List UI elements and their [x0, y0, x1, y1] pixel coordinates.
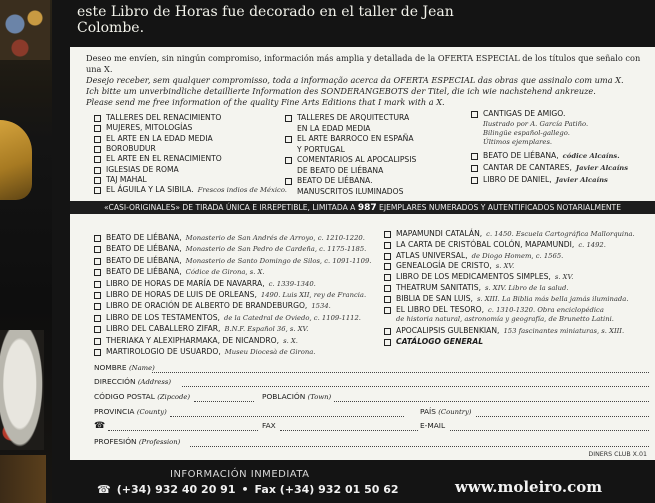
checkbox[interactable] — [94, 258, 101, 265]
checkbox[interactable] — [285, 136, 292, 143]
checkbox[interactable] — [94, 146, 101, 153]
checkbox[interactable] — [285, 178, 292, 185]
item-title: BEATO DE LIÉBANA, — [483, 151, 559, 160]
checkbox[interactable] — [94, 125, 101, 132]
email-field[interactable] — [450, 430, 649, 431]
item-title: BOROBUDUR — [106, 143, 156, 153]
facsimile-item[interactable] — [384, 283, 568, 294]
facsimile-item[interactable] — [94, 244, 366, 255]
form-row-name — [94, 363, 649, 375]
info-label: INFORMACIÓN INMEDIATA — [170, 469, 310, 480]
offer-item-cont: MANUSCRITOS ILUMINADOS — [297, 186, 404, 196]
contact-line — [97, 483, 399, 496]
miniature-image-top — [0, 0, 50, 60]
item-note: de Diogo Homem, c. 1565. — [471, 251, 564, 260]
offer-item[interactable] — [471, 151, 620, 162]
checkbox[interactable] — [384, 274, 391, 281]
address-field[interactable] — [182, 386, 649, 387]
item-title: LIBRO DE HORAS DE MARÍA DE NAVARRA, — [106, 278, 265, 288]
facsimile-item[interactable] — [94, 290, 366, 301]
fax-field[interactable] — [280, 430, 418, 431]
checkbox[interactable] — [384, 285, 391, 292]
facsimile-list-left — [94, 233, 394, 359]
item-title: BIBLIA DE SAN LUIS, — [396, 293, 473, 303]
address-label-alt: (Address) — [137, 378, 172, 386]
facsimile-item[interactable] — [94, 347, 315, 358]
checkbox[interactable] — [285, 115, 292, 122]
item-title: TALLERES DE ARQUITECTURA — [297, 113, 410, 122]
item-title: MUJERES, MITOLOGÍAS — [106, 123, 193, 133]
profession-field[interactable] — [190, 446, 649, 447]
item-title: EL ARTE EN EL RENACIMIENTO — [106, 154, 222, 164]
zipcode-field[interactable] — [194, 401, 254, 402]
facsimile-item[interactable] — [94, 313, 361, 324]
offer-item[interactable] — [471, 163, 628, 174]
offer-item[interactable] — [285, 155, 416, 166]
checkbox[interactable] — [94, 156, 101, 163]
offer-item[interactable] — [94, 154, 222, 165]
town-label: POBLACIÓN — [262, 392, 306, 401]
checkbox[interactable] — [94, 115, 101, 122]
item-note: s. X. — [283, 336, 298, 345]
item-title: TAJ MAHAL — [106, 174, 147, 184]
offer-item-cont: DE BEATO DE LIÉBANA — [297, 165, 384, 175]
item-note: de la Catedral de Oviedo, c. 1109-1112. — [223, 313, 361, 322]
catalog-item[interactable] — [384, 337, 483, 348]
item-title: BEATO DE LIÉBANA. — [297, 176, 373, 185]
email-label: E-MAIL — [420, 421, 446, 430]
checkbox[interactable] — [94, 177, 101, 184]
banner-text-pre: «CASI-ORIGINALES» DE TIRADA ÚNICA E IRREPETIBLE, LIMITADA A — [104, 203, 356, 212]
checkbox[interactable] — [471, 111, 478, 118]
facsimile-item[interactable] — [384, 305, 604, 316]
phone-number[interactable]: (+34) 932 40 20 91 — [116, 483, 236, 496]
item-note: s. XIII. La Biblia más bella jamás iluminada. — [476, 294, 629, 303]
bullet: • — [241, 483, 249, 496]
checkbox[interactable] — [94, 167, 101, 174]
zipcode-label: CÓDIGO POSTAL — [94, 392, 155, 401]
item-title: BEATO DE LIÉBANA, — [106, 267, 182, 277]
item-note: Museu Diocesà de Girona. — [224, 348, 316, 356]
facsimile-item[interactable] — [94, 256, 371, 267]
item-title: LIBRO DE LOS MEDICAMENTOS SIMPLES, — [396, 272, 551, 282]
item-title: LA CARTA DE CRISTÓBAL COLÓN, MAPAMUNDI, — [396, 239, 575, 249]
facsimile-item[interactable] — [384, 272, 573, 283]
item-title: COMENTARIOS AL APOCALIPSIS — [297, 155, 417, 164]
facsimile-item-cont: de historia natural, astronomía y geografía, de Brunetto Latini. — [396, 315, 614, 324]
item-title: CANTIGAS DE AMIGO. — [483, 109, 566, 118]
checkbox[interactable] — [94, 187, 101, 194]
item-note: códice Alcaíns. — [562, 152, 620, 160]
item-title: MAPAMUNDI CATALÁN, — [396, 229, 483, 238]
item-note: s. XV. — [495, 262, 515, 271]
form-row-contact — [94, 421, 649, 433]
offer-item[interactable] — [285, 176, 373, 187]
profession-label-alt: (Profession) — [138, 438, 181, 446]
facsimile-item[interactable] — [94, 267, 265, 278]
checkbox[interactable] — [384, 253, 391, 260]
item-title: THEATRUM SANITATIS, — [396, 283, 482, 292]
offer-item[interactable] — [471, 175, 608, 186]
offer-column-3 — [471, 109, 651, 199]
offer-item-sub: Últimos ejemplares. — [483, 138, 553, 146]
country-field[interactable] — [476, 416, 649, 417]
item-note: c. 1310-1320. Obra enciclopédica — [487, 305, 604, 314]
intro-line-en: Please send me free information of the quality Fine Arts Editions that I mark with a X. — [86, 97, 445, 107]
facsimile-item[interactable] — [94, 336, 298, 347]
form-row-address — [94, 377, 649, 389]
country-label-alt: (Country) — [438, 408, 472, 416]
facsimile-item[interactable] — [384, 240, 606, 251]
item-note: B.N.F. Español 36, s. XV. — [224, 325, 309, 334]
offer-column-2 — [285, 109, 475, 199]
offer-item[interactable] — [285, 113, 409, 124]
item-title: EL ARTE EN LA EDAD MEDIA — [106, 133, 213, 143]
diners-club-code: DINERS CLUB X.01 — [588, 451, 647, 458]
checkbox[interactable] — [384, 296, 391, 303]
banner-count: 987 — [357, 203, 377, 213]
facsimile-item[interactable] — [384, 229, 635, 240]
item-title: LIBRO DE ORACIÓN DE ALBERTO DE BRANDEBURGO, — [106, 301, 308, 311]
checkbox[interactable] — [94, 281, 101, 288]
intro-line-es: Deseo me envíen, sin ningún compromiso, información más amplia y detallada de la OFERTA ESPECIAL de los títulos que señalo con una X. — [86, 53, 641, 74]
item-title: GENEALOGÍA DE CRISTO, — [396, 261, 492, 271]
checkbox[interactable] — [384, 307, 391, 314]
banner-text-post: EJEMPLARES NUMERADOS Y AUTENTIFICADOS NOTARIALMENTE — [379, 203, 621, 212]
name-label: NOMBRE — [94, 363, 127, 372]
item-title: EL ARTE BARROCO EN ESPAÑA — [297, 134, 414, 143]
checkbox[interactable] — [471, 153, 478, 160]
item-note: Monasterio de Santo Domingo de Silos, c. 1091-1109. — [185, 256, 372, 265]
item-note: Códice de Girona, s. X. — [185, 268, 265, 277]
checkbox[interactable] — [384, 231, 391, 238]
offer-item-cont: Y PORTUGAL — [297, 144, 345, 154]
item-title: LIBRO DEL CABALLERO ZIFAR, — [106, 324, 221, 334]
item-note: Monasterio de San Andrés de Arroyo, c. 1210-1220. — [185, 234, 365, 242]
headline-text: este Libro de Horas fue decorado en el taller de Jean Colombe. — [77, 4, 454, 36]
item-title: THERIAKA Y ALEXIPHARMAKA, DE NICANDRO, — [106, 335, 280, 345]
facsimile-item[interactable] — [94, 324, 308, 335]
facsimile-item[interactable] — [94, 233, 365, 244]
telephone-field[interactable] — [108, 430, 258, 431]
checkbox[interactable] — [471, 177, 478, 184]
intro-line-de: Ich bitte um unverbindliche detaillierte Information des SONDERANGEBOTS der Titel, die ich wie nachstehend ankreuze. — [86, 86, 596, 96]
fax-number: Fax (+34) 932 01 50 62 — [254, 483, 399, 496]
item-title: BEATO DE LIÉBANA, — [106, 233, 182, 242]
fax-label: FAX — [262, 421, 276, 430]
facsimile-item[interactable] — [384, 294, 629, 305]
facsimile-list-right — [384, 229, 654, 347]
telephone-icon: ☎ — [94, 421, 106, 431]
item-note: c. 1492. — [578, 240, 606, 249]
item-title: ATLAS UNIVERSAL, — [396, 250, 468, 260]
form-row-county-country — [94, 407, 649, 419]
item-title: LIBRO DE DANIEL, — [483, 175, 552, 184]
checkbox[interactable] — [384, 328, 391, 335]
zipcode-label-alt: (Zipcode) — [157, 393, 191, 401]
offer-item-sub: Bilingüe español-gallego. — [483, 129, 570, 137]
facsimile-item[interactable] — [94, 279, 316, 290]
form-row-profession — [94, 437, 649, 449]
county-field[interactable] — [170, 416, 404, 417]
checkbox[interactable] — [285, 157, 292, 164]
offer-item-sub: Ilustrado por A. García Patiño. — [483, 120, 589, 128]
item-title: TALLERES DEL RENACIMIENTO — [106, 113, 222, 122]
item-title: LIBRO DE HORAS DE LUIS DE ORLEANS, — [106, 290, 257, 299]
checkbox[interactable] — [384, 242, 391, 249]
intro-line-pt: Desejo receber, sem qualquer compromisso, toda a informação acerca da OFERTA ESPECIAL das obras que assinalo com uma X. — [86, 75, 624, 85]
facsimile-item[interactable] — [384, 326, 624, 337]
item-title: CATÁLOGO GENERAL — [396, 337, 484, 346]
offer-column-1 — [94, 113, 287, 199]
offer-item[interactable] — [285, 134, 414, 145]
offer-item[interactable] — [94, 134, 213, 145]
item-title: APOCALIPSIS GULBENKIAN, — [396, 326, 500, 336]
item-note: s. XV. — [554, 273, 574, 282]
item-title: IGLESIAS DE ROMA — [106, 164, 179, 174]
limited-edition-banner — [70, 201, 655, 214]
website-link[interactable]: www.moleiro.com — [455, 478, 603, 496]
checkbox[interactable] — [94, 338, 101, 345]
intro-text — [86, 53, 646, 108]
county-label-alt: (County) — [136, 408, 167, 416]
town-label-alt: (Town) — [307, 393, 332, 401]
miniature-image-bottom — [0, 455, 46, 503]
checkbox[interactable] — [94, 269, 101, 276]
item-title: BEATO DE LIÉBANA, — [106, 255, 182, 265]
item-note: Javier Alcaíns — [575, 164, 629, 172]
offer-item[interactable] — [94, 144, 156, 155]
offer-item[interactable] — [471, 109, 565, 120]
telephone-icon-footer: ☎ — [97, 483, 111, 496]
checkbox[interactable] — [94, 292, 101, 299]
item-note: Monasterio de San Pedro de Cardeña, c. 1175-1185. — [185, 245, 367, 254]
item-title: EL LIBRO DEL TESORO, — [396, 304, 484, 314]
facsimile-item[interactable] — [94, 301, 331, 312]
checkbox[interactable] — [94, 315, 101, 322]
item-note: Javier Alcaíns — [555, 176, 608, 184]
item-note: 153 fascinantes miniaturas, s. XIII. — [503, 327, 625, 336]
profession-label: PROFESIÓN — [94, 437, 137, 446]
checkbox[interactable] — [94, 349, 101, 356]
item-title: LIBRO DE LOS TESTAMENTOS, — [106, 312, 220, 322]
checkbox[interactable] — [94, 303, 101, 310]
offer-item[interactable] — [94, 165, 179, 176]
name-field[interactable] — [152, 372, 649, 373]
checkbox[interactable] — [94, 326, 101, 333]
town-field[interactable] — [334, 401, 649, 402]
item-note: 1490. Luis XII, rey de Francia. — [260, 291, 367, 299]
item-title: CANTAR DE CANTARES, — [483, 163, 572, 172]
offer-item[interactable] — [94, 123, 192, 134]
address-label: DIRECCIÓN — [94, 377, 136, 386]
checkbox[interactable] — [471, 165, 478, 172]
offer-item[interactable] — [94, 113, 221, 124]
checkbox[interactable] — [384, 339, 391, 346]
facsimile-item[interactable] — [384, 261, 514, 272]
country-label: PAÍS — [420, 407, 436, 416]
item-note: 1534. — [311, 302, 331, 311]
checkbox[interactable] — [94, 136, 101, 143]
form-row-zip-town — [94, 392, 649, 404]
item-title: BEATO DE LIÉBANA, — [106, 244, 182, 254]
checkbox[interactable] — [94, 246, 101, 253]
offer-item[interactable] — [94, 185, 287, 196]
miniature-image-horse — [0, 330, 44, 450]
item-note: c. 1339-1340. — [268, 279, 316, 288]
name-label-alt: (Name) — [128, 364, 155, 372]
offer-item-cont: EN LA EDAD MEDIA — [297, 123, 371, 133]
county-label: PROVINCIA — [94, 407, 135, 416]
item-note: s. XIV. Libro de la salud. — [485, 284, 569, 292]
item-title: EL ÁGUILA Y LA SIBILA. — [106, 185, 194, 195]
checkbox[interactable] — [94, 235, 101, 242]
facsimile-item[interactable] — [384, 251, 563, 262]
item-note: Frescos indios de México. — [197, 186, 287, 195]
item-title: MARTIROLOGIO DE USUARDO, — [106, 347, 221, 356]
order-card — [70, 47, 655, 460]
item-note: c. 1450. Escuela Cartográfica Mallorquina. — [486, 230, 635, 238]
offer-item[interactable] — [94, 175, 147, 186]
checkbox[interactable] — [384, 263, 391, 270]
